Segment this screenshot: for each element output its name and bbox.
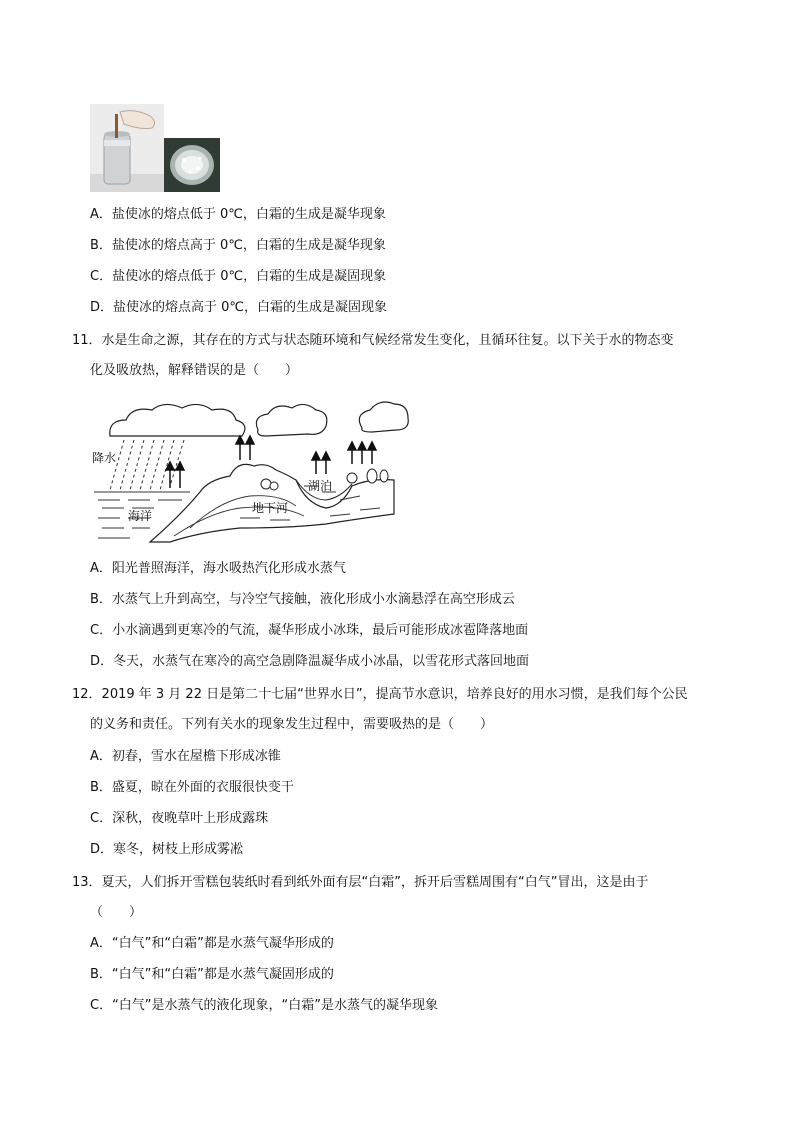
diagram-label-ocean: 海洋 xyxy=(128,509,153,523)
diagram-label-underground-river: 地下河 xyxy=(252,501,289,515)
q10-option-b: B．盐使冰的熔点高于 0℃，白霜的生成是凝华现象 xyxy=(90,238,386,253)
q11-stem-line-2: 化及吸放热，解释错误的是（ ） xyxy=(90,363,299,378)
q12-option-d: D．寒冬，树枝上形成雾凇 xyxy=(90,842,244,857)
q13-stem-line-2: （ ） xyxy=(90,905,143,920)
q11-stem-line-1: 11．水是生命之源，其存在的方式与状态随环境和气候经常发生变化，且循环往复。以下关于水的物态变 xyxy=(72,333,674,348)
q12-option-a: A．初春，雪水在屋檐下形成冰锥 xyxy=(90,749,281,764)
can-with-salt-photo xyxy=(90,104,164,192)
q11-option-a: A．阳光普照海洋，海水吸热汽化形成水蒸气 xyxy=(90,561,346,576)
q10-option-d: D．盐使冰的熔点高于 0℃，白霜的生成是凝固现象 xyxy=(90,300,388,315)
q12-stem-line-2: 的义务和责任。下列有关水的现象发生过程中，需要吸热的是（ ） xyxy=(90,717,494,732)
diagram-label-rain: 降水 xyxy=(92,451,117,465)
q13-option-b: B．“白气”和“白霜”都是水蒸气凝固形成的 xyxy=(90,967,334,982)
q11-option-b: B．水蒸气上升到高空，与冷空气接触，液化形成小水滴悬浮在高空形成云 xyxy=(90,592,515,607)
q12-stem-line-1: 12．2019 年 3 月 22 日是第二十七届“世界水日”，提高节水意识，培养良好的用水习惯，是我们每个公民 xyxy=(72,687,688,702)
diagram-label-lake: 湖泊 xyxy=(308,479,333,493)
q11-option-c: C．小水滴遇到更寒冷的气流，凝华形成小冰珠，最后可能形成冰雹降落地面 xyxy=(90,623,529,638)
q13-option-a: A．“白气”和“白霜”都是水蒸气凝华形成的 xyxy=(90,936,334,951)
q10-option-a: A．盐使冰的熔点低于 0℃，白霜的生成是凝华现象 xyxy=(90,207,386,222)
q13-stem-line-1: 13．夏天，人们拆开雪糕包装纸时看到纸外面有层“白霜”，拆开后雪糕周围有“白气”冒出，这是由于 xyxy=(72,875,649,890)
q13-option-c: C．“白气”是水蒸气的液化现象，“白霜”是水蒸气的凝华现象 xyxy=(90,998,439,1013)
q11-option-d: D．冬天，水蒸气在寒冷的高空急剧降温凝华成小冰晶，以雪花形式落回地面 xyxy=(90,654,530,669)
q12-option-b: B．盛夏，晾在外面的衣服很快变干 xyxy=(90,780,294,795)
q12-option-c: C．深秋，夜晚草叶上形成露珠 xyxy=(90,811,269,826)
frost-on-can-photo xyxy=(164,138,220,192)
q10-option-c: C．盐使冰的熔点低于 0℃，白霜的生成是凝固现象 xyxy=(90,269,387,284)
water-cycle-diagram xyxy=(90,396,410,546)
